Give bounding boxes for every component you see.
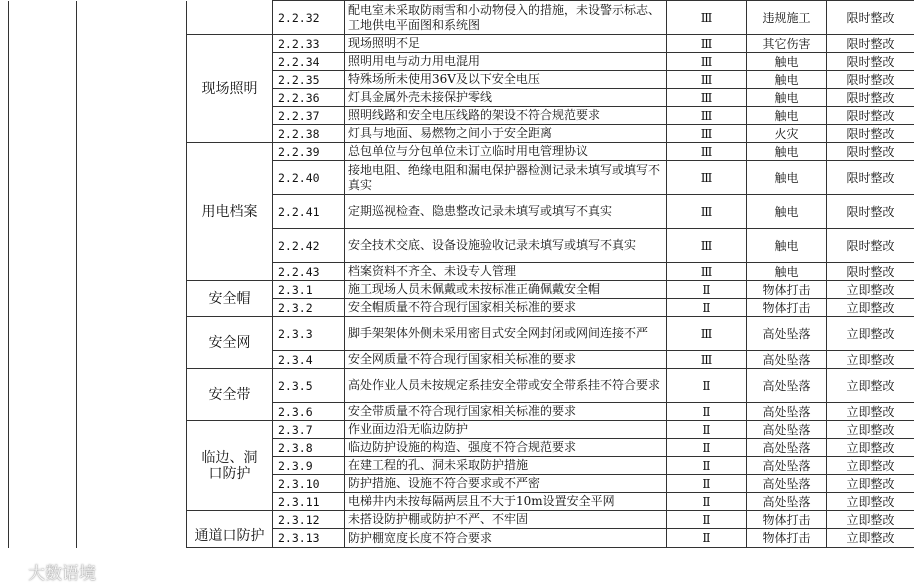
hazard-level: Ⅲ [667, 161, 747, 195]
hazard-level: Ⅲ [667, 351, 747, 369]
item-number: 2.2.32 [273, 1, 345, 35]
item-number: 2.3.4 [273, 351, 345, 369]
item-number: 2.3.6 [273, 403, 345, 421]
hazard-level: Ⅱ [667, 475, 747, 493]
item-description: 安全技术交底、设备设施验收记录未填写或填写不真实 [345, 229, 667, 263]
accident-type: 触电 [747, 161, 827, 195]
item-description: 特殊场所未使用36V及以下安全电压 [345, 71, 667, 89]
accident-type: 高处坠落 [747, 369, 827, 403]
item-number: 2.2.36 [273, 89, 345, 107]
group-belt: 安全带 [187, 369, 273, 421]
rectification: 立即整改 [827, 317, 914, 351]
rectification: 立即整改 [827, 369, 914, 403]
item-description: 照明线路和安全电压线路的架设不符合规范要求 [345, 107, 667, 125]
accident-type: 违规施工 [747, 1, 827, 35]
item-number: 2.2.42 [273, 229, 345, 263]
hazard-level: Ⅲ [667, 1, 747, 35]
hazard-level: Ⅲ [667, 317, 747, 351]
hazard-level: Ⅲ [667, 229, 747, 263]
subcategory-cell [77, 1, 187, 281]
rectification: 立即整改 [827, 511, 914, 529]
hazard-level: Ⅲ [667, 71, 747, 89]
hazard-level: Ⅱ [667, 529, 747, 548]
hazard-level: Ⅱ [667, 439, 747, 457]
rectification: 立即整改 [827, 351, 914, 369]
accident-type: 触电 [747, 53, 827, 71]
hazard-level: Ⅲ [667, 89, 747, 107]
item-description: 灯具金属外壳未接保护零线 [345, 89, 667, 107]
accident-type: 高处坠落 [747, 403, 827, 421]
hazard-table [8, 0, 914, 548]
rectification: 限时整改 [827, 1, 914, 35]
item-description: 未搭设防护棚或防护不严、不牢固 [345, 511, 667, 529]
item-number: 2.3.11 [273, 493, 345, 511]
item-description: 高处作业人员未按规定系挂安全带或安全带系挂不符合要求 [345, 369, 667, 403]
item-description: 电梯井内未按每隔两层且不大于10m设置安全平网 [345, 493, 667, 511]
hazard-level: Ⅱ [667, 421, 747, 439]
rectification: 立即整改 [827, 403, 914, 421]
item-description: 安全网质量不符合现行国家相关标准的要求 [345, 351, 667, 369]
item-description: 现场照明不足 [345, 35, 667, 53]
item-number: 2.2.33 [273, 35, 345, 53]
accident-type: 触电 [747, 143, 827, 161]
rectification: 限时整改 [827, 71, 914, 89]
item-number: 2.3.1 [273, 281, 345, 299]
item-number: 2.3.2 [273, 299, 345, 317]
accident-type: 触电 [747, 107, 827, 125]
rectification: 立即整改 [827, 493, 914, 511]
rectification: 立即整改 [827, 299, 914, 317]
group-net: 安全网 [187, 317, 273, 369]
group-passage: 通道口防护 [187, 511, 273, 548]
item-number: 2.3.9 [273, 457, 345, 475]
hazard-table-sheet [8, 0, 914, 587]
item-description: 防护棚宽度长度不符合要求 [345, 529, 667, 548]
rectification: 立即整改 [827, 475, 914, 493]
item-number: 2.2.39 [273, 143, 345, 161]
item-description: 脚手架架体外侧未采用密目式安全网封闭或网间连接不严 [345, 317, 667, 351]
item-number: 2.3.10 [273, 475, 345, 493]
item-description: 灯具与地面、易燃物之间小于安全距离 [345, 125, 667, 143]
hazard-level: Ⅲ [667, 125, 747, 143]
item-number: 2.3.12 [273, 511, 345, 529]
group-lighting: 现场照明 [187, 35, 273, 143]
hazard-level: Ⅲ [667, 143, 747, 161]
watermark [4, 559, 124, 583]
accident-type: 物体打击 [747, 511, 827, 529]
item-number: 2.3.7 [273, 421, 345, 439]
accident-type: 高处坠落 [747, 317, 827, 351]
item-description: 配电室未采取防雨雪和小动物侵入的措施，未设警示标志、工地供电平面图和系统图 [345, 1, 667, 35]
category-cell [9, 281, 77, 548]
rectification: 限时整改 [827, 125, 914, 143]
accident-type: 物体打击 [747, 529, 827, 548]
table-row [9, 281, 914, 299]
hazard-level: Ⅲ [667, 195, 747, 229]
hazard-level: Ⅱ [667, 369, 747, 403]
item-description: 作业面边沿无临边防护 [345, 421, 667, 439]
accident-type: 触电 [747, 71, 827, 89]
accident-type: 火灾 [747, 125, 827, 143]
accident-type: 物体打击 [747, 281, 827, 299]
hazard-level: Ⅱ [667, 493, 747, 511]
item-cell [187, 1, 273, 35]
item-description: 定期巡视检查、隐患整改记录未填写或填写不真实 [345, 195, 667, 229]
item-number: 2.2.40 [273, 161, 345, 195]
item-number: 2.3.8 [273, 439, 345, 457]
item-description: 档案资料不齐全、未设专人管理 [345, 263, 667, 281]
accident-type: 触电 [747, 195, 827, 229]
item-description: 接地电阻、绝缘电阻和漏电保护器检测记录未填写或填写不真实 [345, 161, 667, 195]
rectification: 限时整改 [827, 143, 914, 161]
accident-type: 物体打击 [747, 299, 827, 317]
rectification: 立即整改 [827, 421, 914, 439]
rectification: 立即整改 [827, 457, 914, 475]
item-description: 防护措施、设施不符合要求或不严密 [345, 475, 667, 493]
rectification: 限时整改 [827, 107, 914, 125]
rectification: 限时整改 [827, 35, 914, 53]
item-number: 2.2.38 [273, 125, 345, 143]
hazard-level: Ⅲ [667, 107, 747, 125]
item-number: 2.3.13 [273, 529, 345, 548]
accident-type: 触电 [747, 263, 827, 281]
accident-type: 高处坠落 [747, 493, 827, 511]
accident-type: 高处坠落 [747, 351, 827, 369]
item-number: 2.2.43 [273, 263, 345, 281]
item-description: 照明用电与动力用电混用 [345, 53, 667, 71]
accident-type: 触电 [747, 229, 827, 263]
rectification: 限时整改 [827, 195, 914, 229]
accident-type: 触电 [747, 89, 827, 107]
accident-type: 高处坠落 [747, 421, 827, 439]
group-helmet: 安全帽 [187, 281, 273, 317]
rectification: 立即整改 [827, 529, 914, 548]
accident-type: 高处坠落 [747, 457, 827, 475]
item-description: 安全帽质量不符合现行国家相关标准的要求 [345, 299, 667, 317]
rectification: 限时整改 [827, 229, 914, 263]
rectification: 限时整改 [827, 161, 914, 195]
accident-type: 高处坠落 [747, 475, 827, 493]
item-number: 2.3.3 [273, 317, 345, 351]
item-description: 施工现场人员未佩戴或未按标准正确佩戴安全帽 [345, 281, 667, 299]
rectification: 限时整改 [827, 263, 914, 281]
item-number: 2.3.5 [273, 369, 345, 403]
group-edge: 临边、洞口防护 [187, 421, 273, 511]
hazard-level: Ⅱ [667, 511, 747, 529]
category-cell [9, 1, 77, 281]
item-description: 在建工程的孔、洞未采取防护措施 [345, 457, 667, 475]
item-number: 2.2.34 [273, 53, 345, 71]
rectification: 立即整改 [827, 439, 914, 457]
hazard-level: Ⅱ [667, 299, 747, 317]
accident-type: 高处坠落 [747, 439, 827, 457]
hazard-level: Ⅱ [667, 457, 747, 475]
item-number: 2.2.41 [273, 195, 345, 229]
subcategory-cell [77, 281, 187, 548]
hazard-level: Ⅱ [667, 281, 747, 299]
rectification: 限时整改 [827, 89, 914, 107]
rectification: 立即整改 [827, 281, 914, 299]
accident-type: 其它伤害 [747, 35, 827, 53]
item-number: 2.2.35 [273, 71, 345, 89]
hazard-level: Ⅲ [667, 53, 747, 71]
group-records: 用电档案 [187, 143, 273, 281]
hazard-level: Ⅱ [667, 403, 747, 421]
hazard-level: Ⅲ [667, 35, 747, 53]
item-description: 总包单位与分包单位未订立临时用电管理协议 [345, 143, 667, 161]
rectification: 限时整改 [827, 53, 914, 71]
hazard-level: Ⅲ [667, 263, 747, 281]
watermark-text: 大数语境 [28, 563, 96, 584]
item-description: 安全带质量不符合现行国家相关标准的要求 [345, 403, 667, 421]
weibo-icon [4, 559, 24, 584]
item-description: 临边防护设施的构造、强度不符合规范要求 [345, 439, 667, 457]
table-row [9, 1, 914, 35]
item-number: 2.2.37 [273, 107, 345, 125]
